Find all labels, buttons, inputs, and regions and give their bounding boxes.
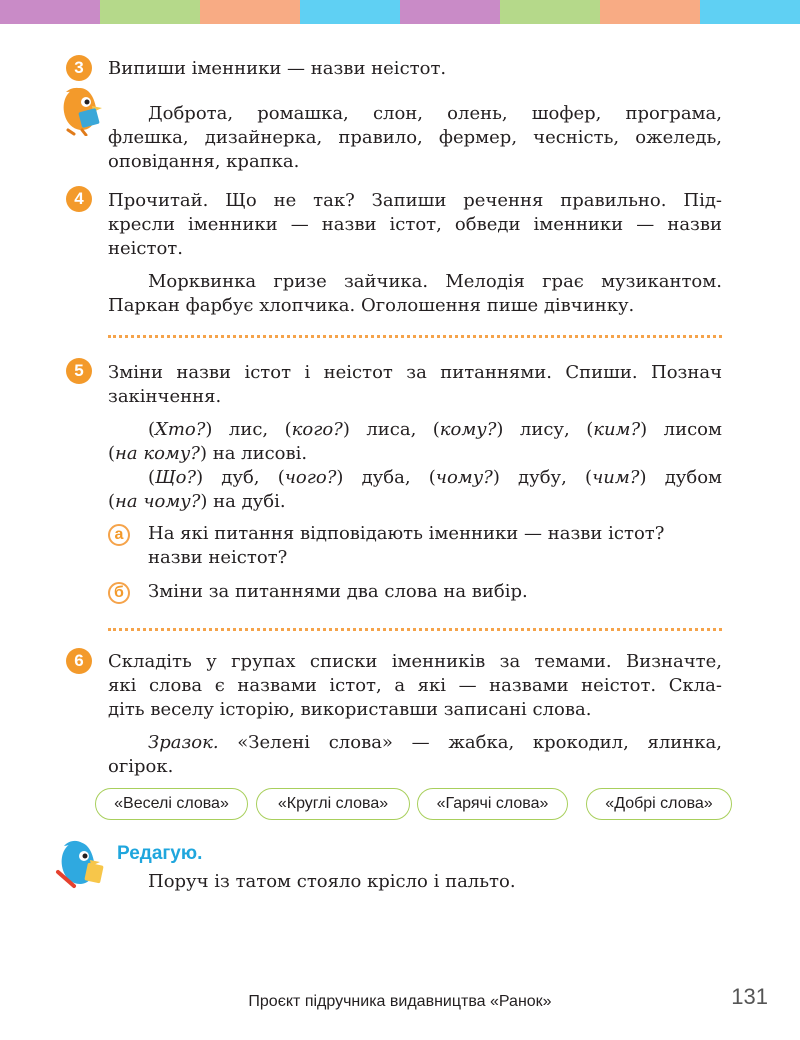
ex5-declension-line-1: (Хто?) лис, (кого?) лиса, (кому?) лису, (ким?) лисом: [148, 419, 722, 440]
dotted-divider: [108, 628, 722, 631]
ex3-words-line-1: Доброта, ромашка, слон, олень, шофер, програма,: [148, 103, 722, 124]
page-number: 131: [731, 984, 768, 1009]
exercise-number-6: 6: [66, 648, 92, 674]
ex5-declension-line-4: (на чому?) на дубі.: [108, 491, 286, 512]
ex4-task-line-2: кресли іменники — назви істот, обведи іменники — назви: [108, 214, 722, 235]
topic-pill-hot: «Гарячі слова»: [417, 788, 568, 820]
exercise-number-3: 3: [66, 55, 92, 81]
ex5-declension-line-3: (Що?) дуб, (чого?) дуба, (чому?) дубу, (чим?) дубом: [148, 467, 723, 488]
subtask-a-badge: а: [108, 524, 130, 546]
topic-pill-kind: «Добрі слова»: [586, 788, 732, 820]
topic-pill-round: «Круглі слова»: [256, 788, 410, 820]
ex4-task-line-3: неістот.: [108, 238, 183, 259]
ex4-text-line-2: Паркан фарбує хлопчика. Оголошення пише дівчинку.: [108, 295, 635, 316]
edit-title: Редагую.: [117, 843, 203, 864]
blue-bird-mascot-icon: [52, 838, 108, 890]
stripe: [600, 0, 700, 24]
exercise-number-5: 5: [66, 358, 92, 384]
stripe: [700, 0, 800, 24]
subtask-b-badge: б: [108, 582, 130, 604]
ex6-task-line-3: діть веселу історію, використавши записані слова.: [108, 699, 592, 720]
stripe: [300, 0, 400, 24]
top-color-stripes: [0, 0, 800, 24]
ex3-task: Випиши іменники — назви неістот.: [108, 58, 447, 79]
stripe: [200, 0, 300, 24]
ex6-sample-line-2: огірок.: [108, 756, 174, 777]
stripe: [500, 0, 600, 24]
ex5-task-line-1: Зміни назви істот і неістот за питаннями. Спиши. Познач: [108, 362, 722, 383]
ex5-task-line-2: закінчення.: [108, 386, 222, 407]
subtask-a-line-1: На які питання відповідають іменники — назви істот?: [148, 523, 665, 544]
edit-text: Поруч із татом стояло крісло і пальто.: [148, 871, 516, 892]
stripe: [0, 0, 100, 24]
dotted-divider: [108, 335, 722, 338]
stripe: [100, 0, 200, 24]
ex6-sample-line-1: Зразок. «Зелені слова» — жабка, крокодил, ялинка,: [148, 732, 722, 753]
ex5-declension-line-2: (на кому?) на лисові.: [108, 443, 308, 464]
ex3-words-line-3: оповідання, крапка.: [108, 151, 300, 172]
subtask-b-text: Зміни за питаннями два слова на вибір.: [148, 581, 528, 602]
footer-publisher: Проєкт підручника видавництва «Ранок»: [248, 993, 552, 1010]
exercise-number-4: 4: [66, 186, 92, 212]
ex6-task-line-2: які слова є назвами істот, а які — назвами неістот. Скла-: [108, 675, 722, 696]
topic-pill-funny: «Веселі слова»: [95, 788, 248, 820]
ex3-words-line-2: флешка, дизайнерка, правило, фермер, чесність, ожеледь,: [108, 127, 722, 148]
orange-bird-mascot-icon: [56, 86, 104, 136]
stripe: [400, 0, 500, 24]
subtask-a-line-2: назви неістот?: [148, 547, 288, 568]
ex6-task-line-1: Складіть у групах списки іменників за темами. Визначте,: [108, 651, 722, 672]
ex4-task-line-1: Прочитай. Що не так? Запиши речення правильно. Під-: [108, 190, 722, 211]
ex4-text-line-1: Морквинка гризе зайчика. Мелодія грає музикантом.: [148, 271, 722, 292]
